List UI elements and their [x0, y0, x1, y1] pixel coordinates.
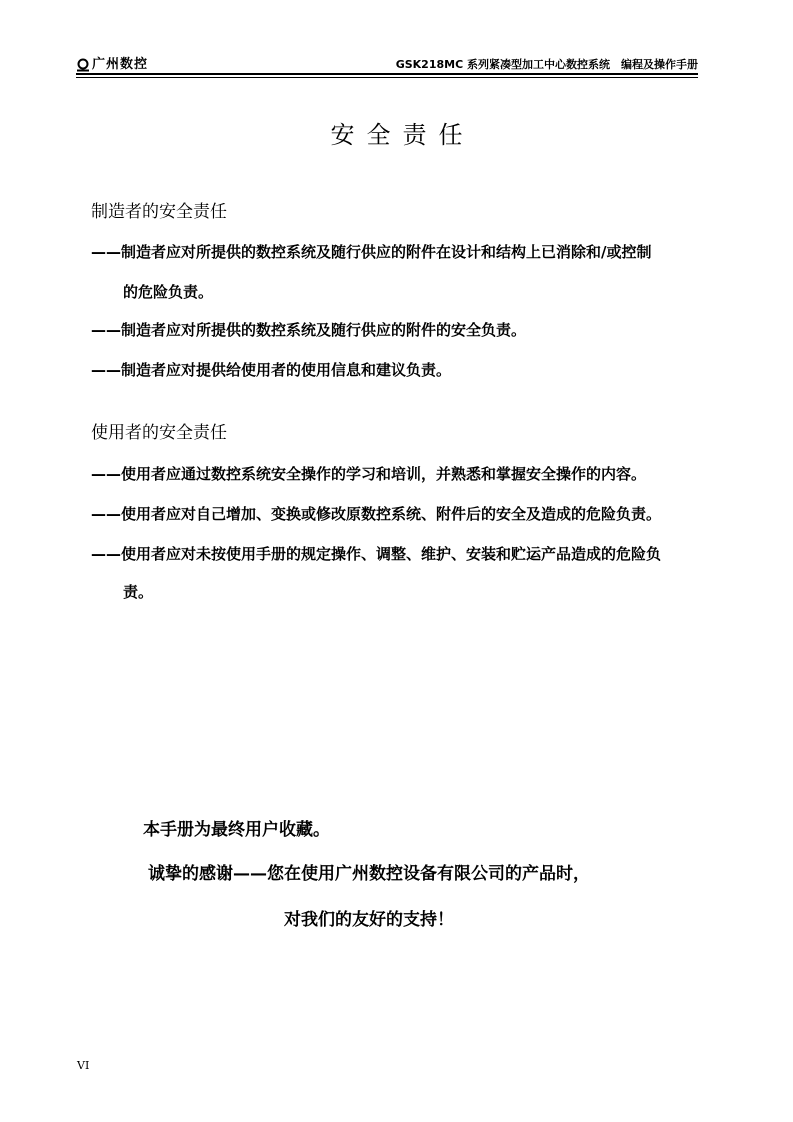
page-number: VI — [77, 1059, 90, 1072]
closing-line-3: 对我们的友好的支持！ — [284, 910, 454, 930]
gsk-logo-icon — [76, 58, 90, 72]
manual-title: GSK218MC 系列紧凑型加工中心数控系统 编程及操作手册 — [395, 58, 698, 71]
company-logo — [76, 56, 148, 74]
user-item-1: ——使用者应通过数控系统安全操作的学习和培训，并熟悉和掌握安全操作的内容。 — [91, 465, 647, 483]
user-item-3: ——使用者应对未按使用手册的规定操作、调整、维护、安装和贮运产品造成的危险负 — [91, 545, 662, 563]
user-section-heading: 使用者的安全责任 — [91, 423, 227, 443]
logo-text: 广州数控 — [92, 57, 149, 72]
manufacturer-item-1: ——制造者应对所提供的数控系统及随行供应的附件在设计和结构上已消除和/或控制 — [91, 243, 652, 261]
manufacturer-item-3: ——制造者应对提供给使用者的使用信息和建议负责。 — [91, 361, 452, 379]
user-item-2: ——使用者应对自己增加、变换或修改原数控系统、附件后的安全及造成的危险负责。 — [91, 505, 662, 523]
closing-line-2: 诚挚的感谢——您在使用广州数控设备有限公司的产品时， — [148, 864, 590, 884]
page-title: 安全责任 — [330, 121, 475, 149]
header-rule-thick — [76, 73, 698, 75]
user-item-3-cont: 责。 — [123, 583, 154, 601]
manufacturer-item-1-cont: 的危险负责。 — [123, 283, 214, 301]
header-rule-thin — [76, 77, 698, 78]
manufacturer-item-2: ——制造者应对所提供的数控系统及随行供应的附件的安全负责。 — [91, 321, 527, 339]
closing-line-1: 本手册为最终用户收藏。 — [143, 820, 330, 840]
manufacturer-section-heading: 制造者的安全责任 — [91, 202, 227, 222]
